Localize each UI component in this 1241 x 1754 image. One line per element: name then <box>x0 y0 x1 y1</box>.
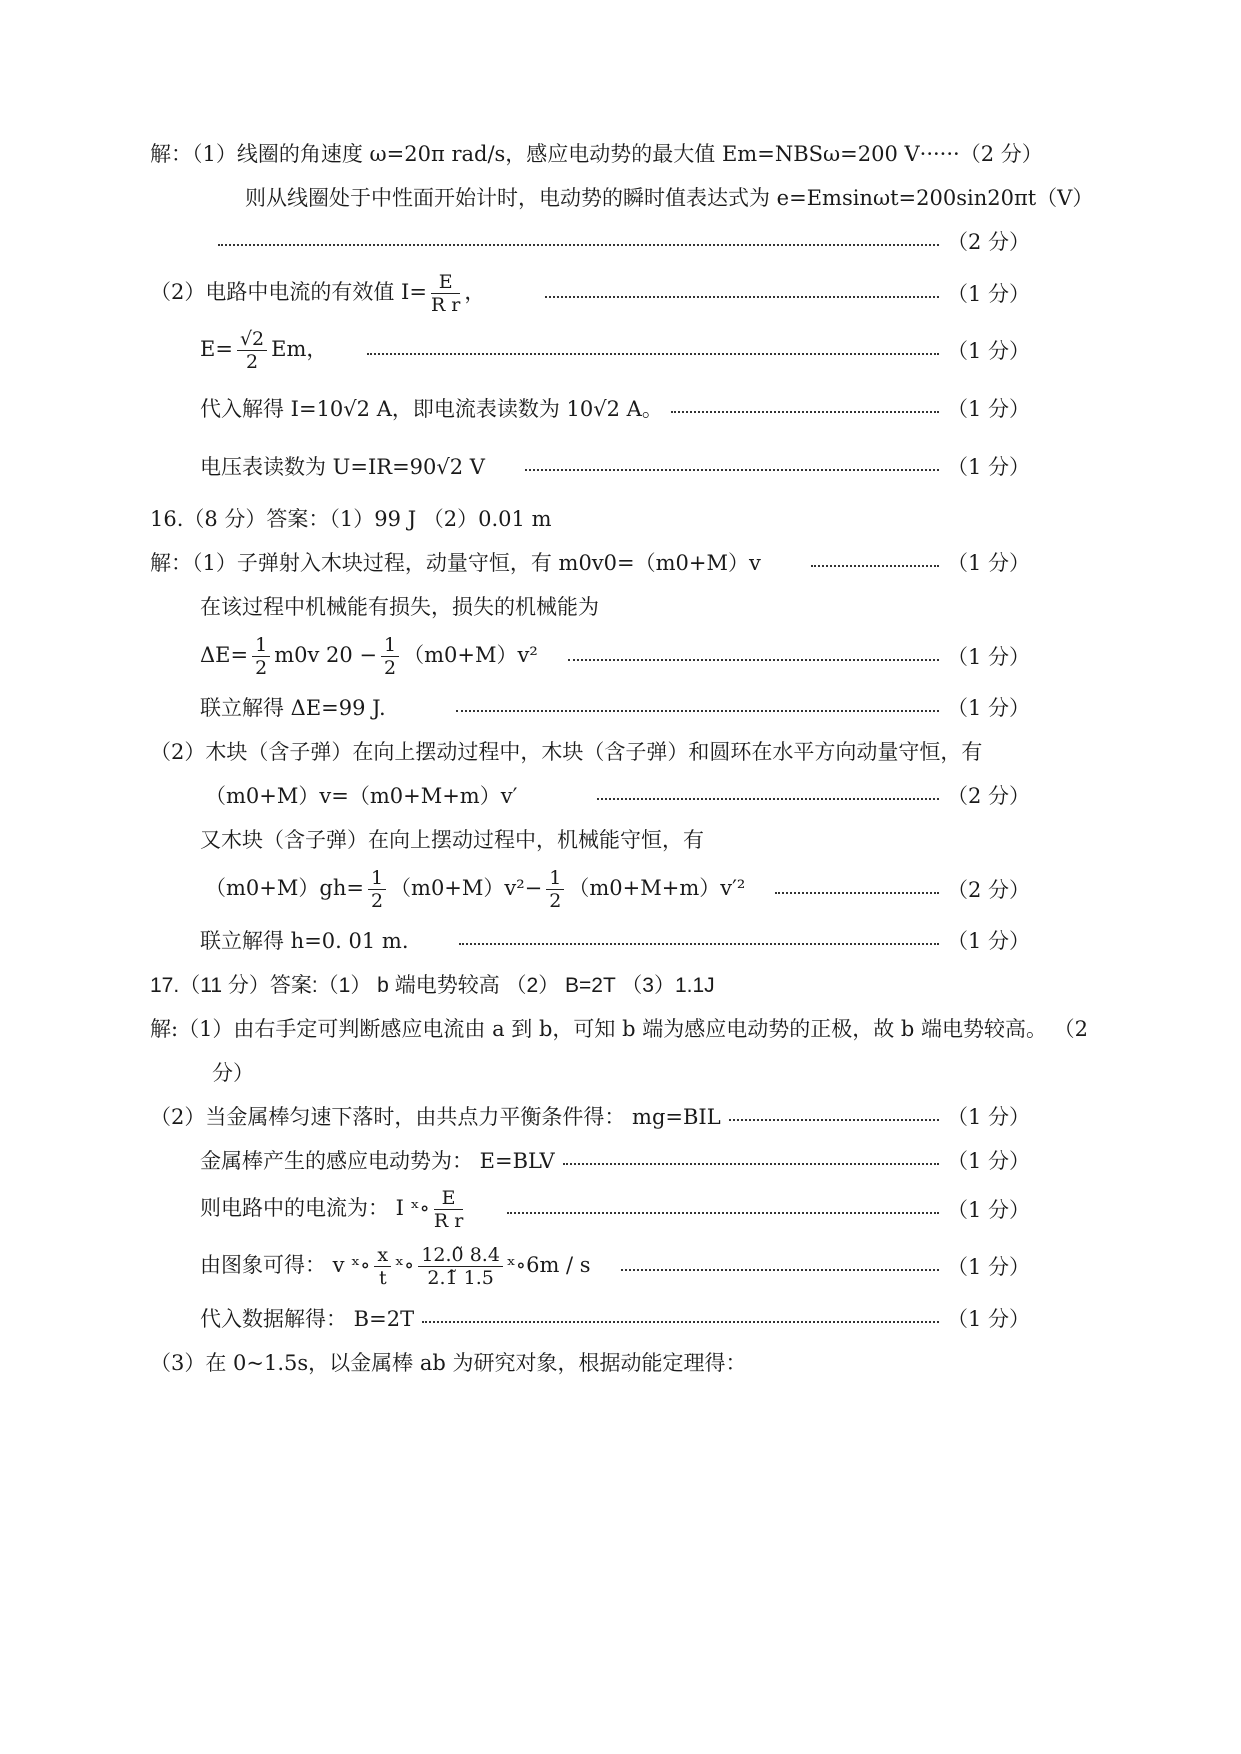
score-label: （1 分） <box>946 1307 1030 1331</box>
line-text: （m0+M）gh= $\frac{1}{2}$ （m0+M）v²− $\frac{1}{2}$ （m0+M+m）v′² <box>205 866 746 912</box>
fraction: $\frac{1}{2}$ <box>368 867 386 912</box>
leader-dots <box>568 659 939 661</box>
line-text: 联立解得 h=0. 01 m. <box>200 929 409 953</box>
line-text: 又木块（含子弹）在向上摆动过程中，机械能守恒，有 <box>200 828 704 852</box>
score-label: （1 分） <box>946 696 1030 720</box>
line-text: 则电路中的电流为： I ˣ∘ $\frac{E}{\text{R r}}$ <box>200 1186 464 1232</box>
leader-dots <box>563 1163 939 1165</box>
q17-sol-7 <box>150 1337 1030 1387</box>
q15-sol-6 <box>200 383 1030 433</box>
line-text: （2）电路中电流的有效值 I= $\frac{E}{\text{R r}}$ ， <box>150 270 486 316</box>
line-text: 电压表读数为 U=IR=90√2 V <box>200 455 485 479</box>
score-label: （1 分） <box>946 455 1030 479</box>
leader-dots <box>507 1212 939 1214</box>
q16-sol-2 <box>200 581 1030 631</box>
q16-answer <box>150 493 1030 543</box>
score-label: （1 分） <box>946 645 1030 669</box>
leader-dots <box>456 710 939 712</box>
leader-dots <box>459 943 939 945</box>
score-label: （1 分） <box>946 282 1030 306</box>
q17-sol-2 <box>150 1091 1030 1141</box>
q15-sol-5 <box>200 325 1030 375</box>
score-label: （1 分） <box>946 1255 1030 1279</box>
leader-dots <box>621 1269 939 1271</box>
q15-sol-2 <box>245 172 1094 222</box>
q15-sol-7 <box>200 441 1030 491</box>
score-label: （1 分） <box>946 1198 1030 1222</box>
q16-sol-4 <box>200 682 1030 732</box>
q15-sol-4 <box>150 268 1030 318</box>
fraction: $\frac{E}{\text{R r}}$ <box>430 270 461 316</box>
leader-dots <box>729 1119 939 1121</box>
q15-sol-3 <box>210 216 1030 266</box>
fraction: $\frac{12.0̃ 8.4}{2.1̃ 1.5}$ <box>418 1244 503 1289</box>
q16-sol-1 <box>150 537 1030 587</box>
q17-sol-5 <box>200 1241 1030 1291</box>
score-label: （1 分） <box>946 339 1030 363</box>
q17-sol-3 <box>200 1135 1030 1185</box>
line-text: 代入数据解得： B=2T <box>200 1307 415 1331</box>
leader-dots <box>545 296 939 298</box>
score-label: （1 分） <box>946 397 1030 421</box>
line-text: （2）当金属棒匀速下落时，由共点力平衡条件得： mg=BIL <box>150 1105 721 1129</box>
fraction: $\frac{1}{2}$ <box>252 634 270 679</box>
leader-dots <box>811 565 939 567</box>
fraction: $\frac{1}{2}$ <box>546 867 564 912</box>
leader-dots <box>422 1321 939 1323</box>
line-text: 代入解得 I=10√2 A，即电流表读数为 10√2 A。 <box>200 397 663 421</box>
line-text: 则从线圈处于中性面开始计时，电动势的瞬时值表达式为 e=Emsinωt=200sin20πt（V） <box>245 186 1094 210</box>
leader-dots <box>218 244 939 246</box>
q16-sol-5 <box>150 726 1030 776</box>
q16-sol-9 <box>200 915 1030 965</box>
fraction: $\frac{E}{\text{R r}}$ <box>433 1186 464 1232</box>
score-label: （1 分） <box>946 929 1030 953</box>
leader-dots <box>525 469 939 471</box>
leader-dots <box>775 892 939 894</box>
score-label: （2 分） <box>946 230 1030 254</box>
fraction: $\frac{√2}{2}$ <box>237 328 267 373</box>
q17-sol-1 <box>150 1003 1089 1053</box>
line-text: E= $\frac{√2}{2}$ Em， <box>200 327 328 373</box>
fraction: $\frac{1}{2}$ <box>381 634 399 679</box>
leader-dots <box>671 411 939 413</box>
score-label: （1 分） <box>946 1149 1030 1173</box>
score-label: （1 分） <box>946 551 1030 575</box>
q15-sol-1 <box>150 128 1043 178</box>
line-text: 联立解得 ΔE=99 J. <box>200 696 386 720</box>
q17-sol-4 <box>200 1184 1030 1234</box>
line-text: 16.（8 分）答案：（1）99 J （2）0.01 m <box>150 507 552 531</box>
q16-sol-7 <box>200 814 1030 864</box>
q17-sol-1-cont <box>212 1047 412 1097</box>
leader-dots <box>367 353 939 355</box>
q17-answer <box>150 959 1030 1009</box>
line-text: （2）木块（含子弹）在向上摆动过程中，木块（含子弹）和圆环在水平方向动量守恒，有 <box>150 740 983 764</box>
line-text: 17.（11 分）答案:（1） b 端电势较高 （2） B=2T （3）1.1J <box>150 974 715 997</box>
leader-dots <box>597 798 939 800</box>
line-text: 由图象可得： v ˣ∘ $\frac{x}{t}$ ˣ∘ $\frac{12.0̃ 8.4}{2.1̃ 1.5}$ ˣ∘6m / s <box>200 1243 591 1289</box>
line-text: 在该过程中机械能有损失，损失的机械能为 <box>200 595 599 619</box>
score-label: （2 分） <box>946 784 1030 808</box>
line-text: 解:（1）由右手定可判断感应电流由 a 到 b，可知 b 端为感应电动势的正极，故 b 端电势较高。 （2 <box>150 1017 1089 1041</box>
line-text: （3）在 0~1.5s，以金属棒 ab 为研究对象，根据动能定理得： <box>150 1351 747 1375</box>
score-label: （2 分） <box>946 878 1030 902</box>
q16-sol-3 <box>200 631 1030 681</box>
q17-sol-6 <box>200 1293 1030 1343</box>
score-label: （2 分） <box>959 142 1043 166</box>
q16-sol-8 <box>205 864 1030 914</box>
line-text: 解：（1）子弹射入木块过程，动量守恒，有 m0v0=（m0+M）v <box>150 551 761 575</box>
q16-sol-6 <box>205 770 1030 820</box>
line-text: 解：（1）线圈的角速度 ω=20π rad/s，感应电动势的最大值 Em=NBSω=200 V······ <box>150 142 960 166</box>
line-text: 金属棒产生的感应电动势为： E=BLV <box>200 1149 555 1173</box>
score-label: （1 分） <box>946 1105 1030 1129</box>
line-text: （m0+M）v=（m0+M+m）v′ <box>205 784 518 808</box>
line-text: ΔE= $\frac{1}{2}$ m0v 20 − $\frac{1}{2}$ （m0+M）v² <box>200 633 538 679</box>
line-text: 分） <box>212 1061 254 1085</box>
fraction: $\frac{x}{t}$ <box>374 1244 391 1289</box>
